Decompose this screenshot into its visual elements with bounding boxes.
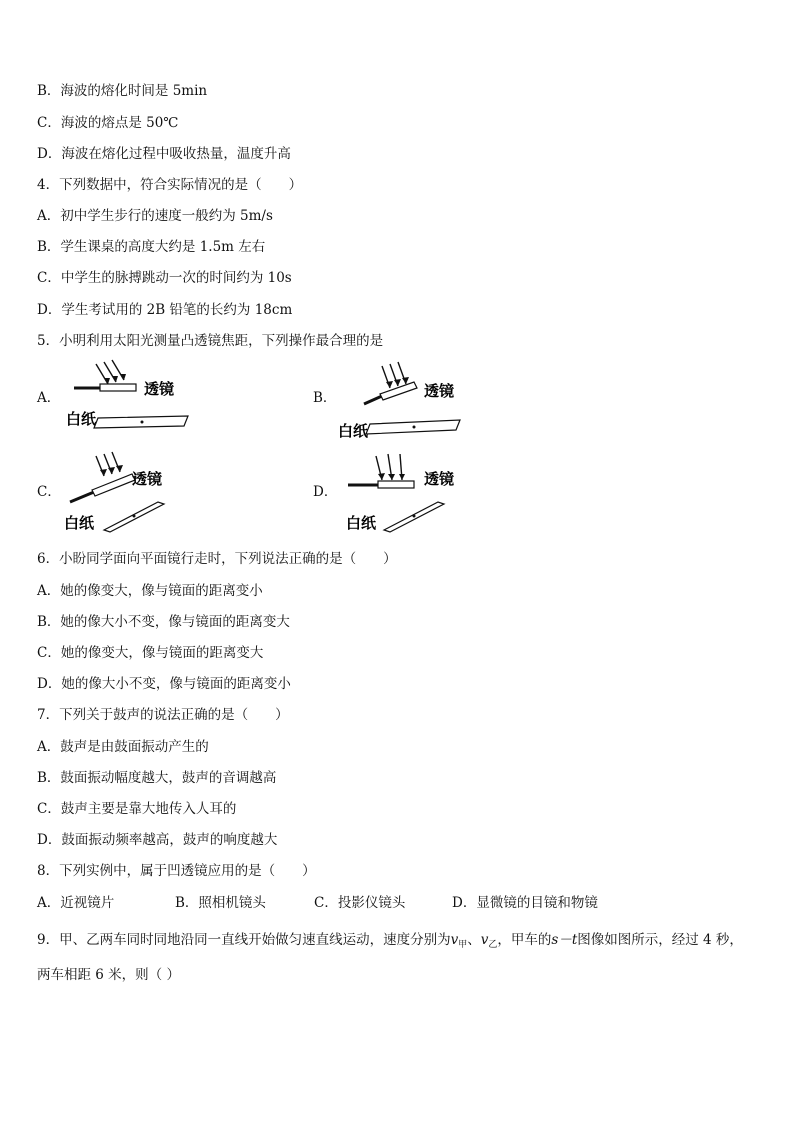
q9-sub-jia: 甲: [458, 940, 468, 950]
q9-sep: 、: [467, 932, 481, 948]
q8-option-d: D．显微镜的目镜和物镜: [452, 895, 598, 911]
q5-option-c-label: C．: [37, 484, 61, 500]
q5-c-lens-text: 透镜: [132, 470, 163, 488]
q8-option-b: B．照相机镜头: [175, 895, 266, 911]
q5-d-lens-text: 透镜: [424, 470, 455, 488]
q7-option-a: A．鼓声是由鼓面振动产生的: [37, 739, 209, 755]
q5-figure-c: [60, 452, 200, 534]
q5-b-lens-text: 透镜: [424, 382, 455, 400]
q5-b-paper-text: 白纸: [338, 422, 369, 440]
q6-option-c: C．她的像变大，像与镜面的距离变大: [37, 645, 264, 661]
q7-option-c: C．鼓声主要是靠大地传入人耳的: [37, 801, 237, 817]
q5-option-a-label: A．: [37, 390, 61, 406]
q7-stem: 7．下列关于鼓声的说法正确的是（ ）: [37, 707, 289, 723]
q5-option-b-label: B．: [313, 390, 337, 406]
q9-v-yi: v: [480, 932, 489, 948]
q8-option-a: A．近视镜片: [37, 895, 115, 911]
q9-sub-yi: 乙: [488, 940, 498, 950]
q5-d-paper-text: 白纸: [346, 514, 377, 532]
q7-option-d: D．鼓面振动频率越高，鼓声的响度越大: [37, 832, 278, 848]
q5-figure-d: [342, 452, 482, 534]
q8-option-c: C．投影仪镜头: [314, 895, 406, 911]
q8-stem: 8．下列实例中，属于凹透镜应用的是（ ）: [37, 863, 316, 879]
q3-option-b: B．海波的熔化时间是 5min: [37, 83, 208, 99]
q9-v-jia: v: [450, 932, 459, 948]
q6-option-a: A．她的像变大，像与镜面的距离变小: [37, 583, 263, 599]
q4-stem: 4．下列数据中，符合实际情况的是（ ）: [37, 177, 303, 193]
q3-option-d: D．海波在熔化过程中吸收热量，温度升高: [37, 146, 291, 162]
q3-option-c: C．海波的熔点是 50℃: [37, 115, 179, 131]
q5-c-paper-text: 白纸: [64, 514, 95, 532]
q6-option-b: B．她的像大小不变，像与镜面的距离变大: [37, 614, 290, 630]
q9-stem-line2: 两车相距 6 米，则（ ）: [37, 967, 180, 983]
q5-option-d-label: D．: [313, 484, 338, 500]
q7-option-b: B．鼓面振动幅度越大，鼓声的音调越高: [37, 770, 277, 786]
q4-option-d: D．学生考试用的 2B 铅笔的长约为 18cm: [37, 302, 293, 318]
q9-st-graph: s－t: [551, 932, 578, 948]
q5-figure-a: [60, 362, 200, 442]
q5-a-paper-text: 白纸: [66, 410, 97, 428]
q4-option-c: C．中学生的脉搏跳动一次的时间约为 10s: [37, 270, 292, 286]
q4-option-a: A．初中学生步行的速度一般约为 5m/s: [37, 208, 273, 224]
q6-option-d: D．她的像大小不变，像与镜面的距离变小: [37, 676, 291, 692]
q9-text-part3: 图像如图所示，经过 4 秒，: [577, 932, 743, 948]
q9-text-part2: ，甲车的: [497, 932, 552, 948]
q9-stem-line1: [37, 932, 743, 953]
q9-text-part1: 9．甲、乙两车同时同地沿同一直线开始做匀速直线运动，速度分别为: [37, 932, 451, 948]
q4-option-b: B．学生课桌的高度大约是 1.5m 左右: [37, 239, 266, 255]
q5-stem: 5．小明利用太阳光测量凸透镜焦距，下列操作最合理的是: [37, 333, 384, 349]
q8-options-row: [37, 895, 737, 911]
q5-a-lens-text: 透镜: [144, 380, 175, 398]
q6-stem: 6．小盼同学面向平面镜行走时，下列说法正确的是（ ）: [37, 551, 397, 567]
q5-figure-b: [336, 362, 476, 442]
